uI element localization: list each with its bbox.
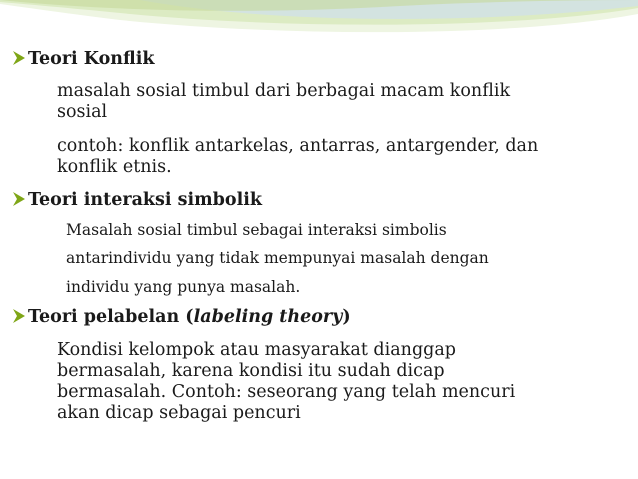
paragraph-line: konflik etnis.	[57, 157, 172, 177]
heading-text-italic: labeling theory	[193, 307, 343, 327]
heading-text: Teori Konflik	[28, 49, 155, 69]
paragraph-line: sosial	[57, 102, 108, 122]
paragraph-line: Kondisi kelompok atau masyarakat dianggap	[57, 340, 456, 360]
heading-text-end: )	[342, 307, 351, 327]
bullet-heading-teori-konflik	[12, 48, 155, 70]
paragraph-line: bermasalah. Contoh: seseorang yang telah mencuri	[57, 382, 516, 402]
arrow-bullet-icon	[12, 308, 26, 324]
paragraph-line: akan dicap sebagai pencuri	[57, 403, 301, 423]
heading-text: Teori interaksi simbolik	[28, 190, 262, 210]
arrow-bullet-icon	[12, 191, 26, 207]
bullet-heading-teori-pelabelan	[12, 306, 351, 328]
paragraph-line: masalah sosial timbul dari berbagai macam konflik	[57, 81, 511, 101]
paragraph-line: contoh: konflik antarkelas, antarras, antargender, dan	[57, 136, 539, 156]
paragraph-line: individu yang punya masalah.	[66, 278, 301, 296]
paragraph-line: bermasalah, karena kondisi itu sudah dicap	[57, 361, 445, 381]
paragraph-line: antarindividu yang tidak mempunyai masalah dengan	[66, 249, 489, 267]
heading-text-start: Teori pelabelan (	[28, 307, 194, 327]
bullet-heading-teori-interaksi-simbolik	[12, 189, 262, 211]
paragraph-line: Masalah sosial timbul sebagai interaksi simbolis	[66, 221, 447, 239]
arrow-bullet-icon	[12, 50, 26, 66]
